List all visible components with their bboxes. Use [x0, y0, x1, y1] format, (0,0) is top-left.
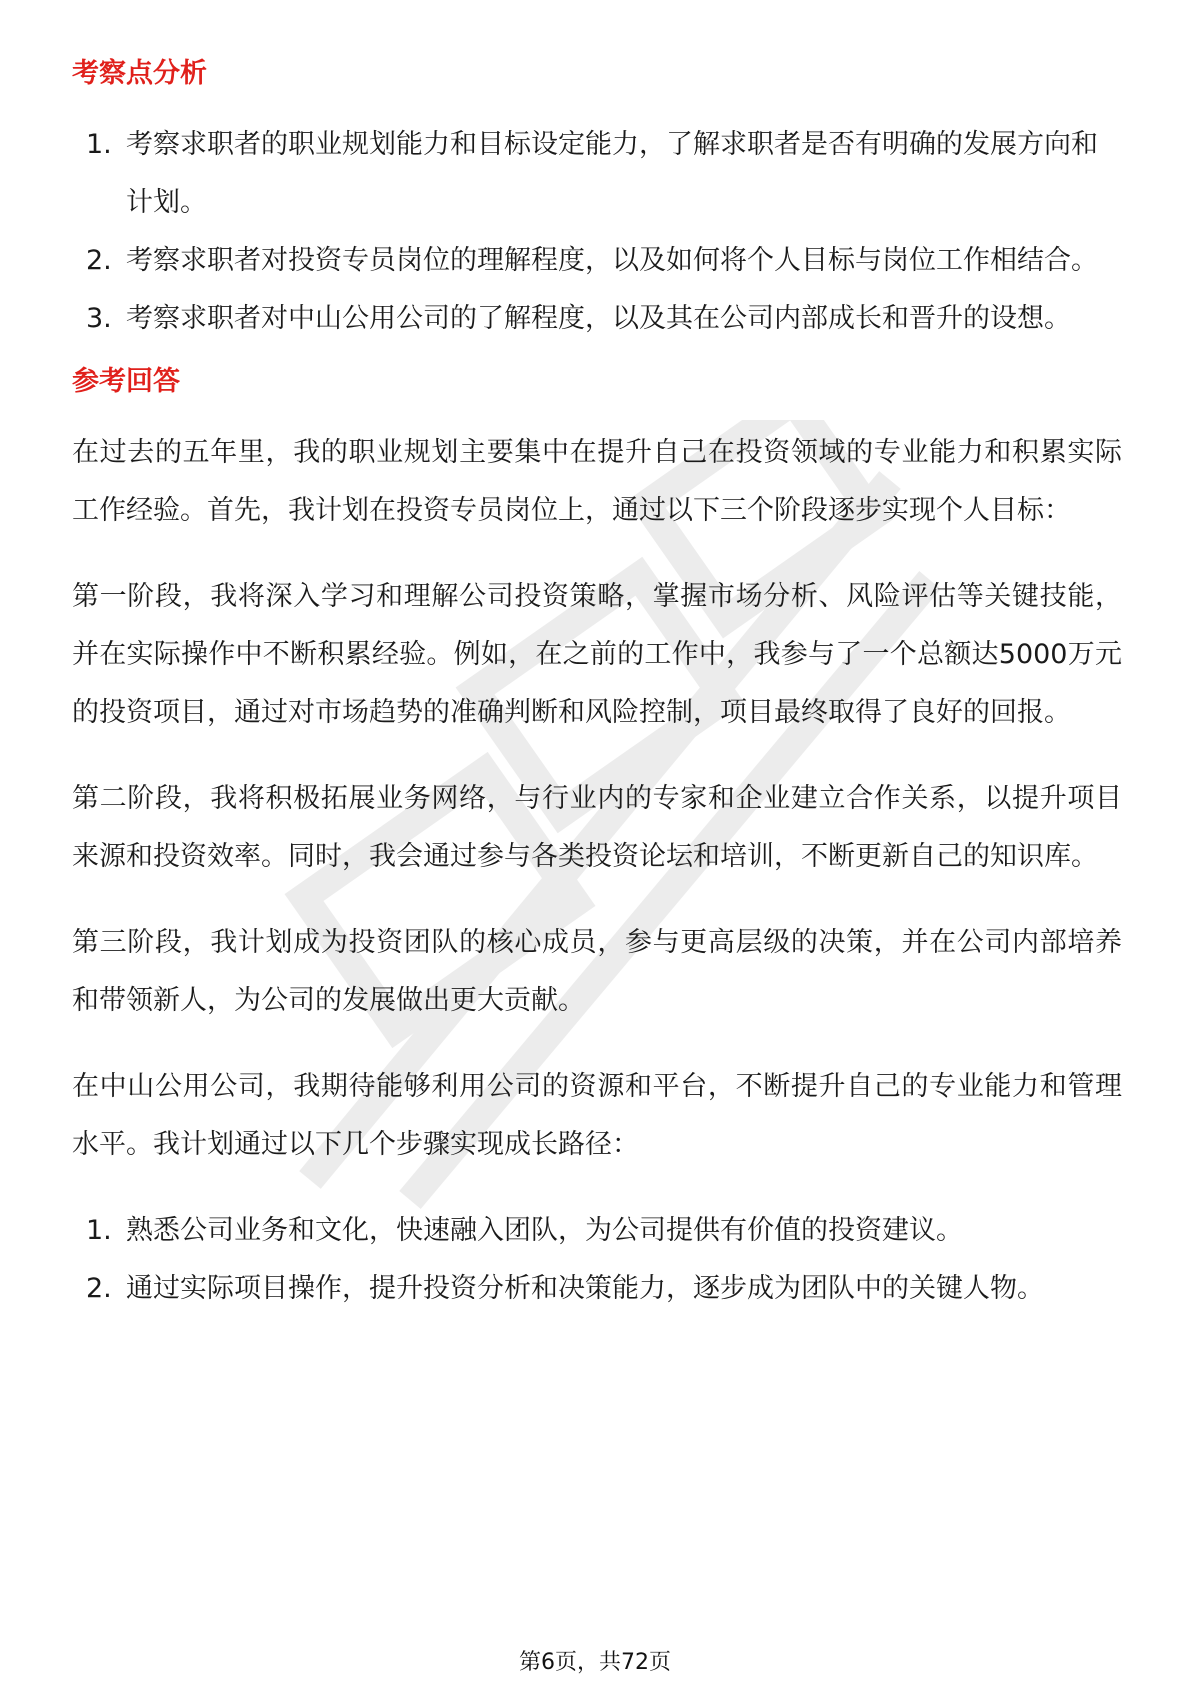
list-item-number: 3. — [86, 303, 112, 334]
list-item-text: 考察求职者的职业规划能力和目标设定能力，了解求职者是否有明确的发展方向和计划。 — [126, 129, 1098, 218]
answer-paragraph: 第一阶段，我将深入学习和理解公司投资策略，掌握市场分析、风险评估等关键技能，并在实际操作中不断积累经验。例如，在之前的工作中，我参与了一个总额达5000万元的投资项目，通过对市场趋势的准确判断和风险控制，项目最终取得了良好的回报。 — [72, 581, 1122, 728]
page-footer: 第6页，共72页 — [519, 1650, 671, 1675]
section-title-answer: 参考回答 — [72, 366, 180, 397]
answer-paragraph: 在过去的五年里，我的职业规划主要集中在提升自己在投资领域的专业能力和积累实际工作经验。首先，我计划在投资专员岗位上，通过以下三个阶段逐步实现个人目标： — [72, 437, 1122, 526]
document-page — [72, 40, 1122, 1326]
list-item — [72, 1260, 1122, 1318]
list-item — [72, 116, 1122, 232]
list-item-text: 考察求职者对投资专员岗位的理解程度，以及如何将个人目标与岗位工作相结合。 — [126, 245, 1098, 276]
list-item-text: 熟悉公司业务和文化，快速融入团队，为公司提供有价值的投资建议。 — [126, 1215, 963, 1246]
list-item-number: 2. — [86, 1273, 112, 1304]
list-item-text: 通过实际项目操作，提升投资分析和决策能力，逐步成为团队中的关键人物。 — [126, 1273, 1044, 1304]
list-item — [72, 1202, 1122, 1260]
list-item — [72, 290, 1122, 348]
section-title-analysis: 考察点分析 — [72, 58, 207, 89]
list-item-number: 1. — [86, 129, 112, 160]
answer-paragraph: 第三阶段，我计划成为投资团队的核心成员，参与更高层级的决策，并在公司内部培养和带领新人，为公司的发展做出更大贡献。 — [72, 927, 1122, 1016]
answer-paragraph: 第二阶段，我将积极拓展业务网络，与行业内的专家和企业建立合作关系，以提升项目来源和投资效率。同时，我会通过参与各类投资论坛和培训，不断更新自己的知识库。 — [72, 783, 1122, 872]
list-item-text: 考察求职者对中山公用公司的了解程度，以及其在公司内部成长和晋升的设想。 — [126, 303, 1071, 334]
list-item-number: 1. — [86, 1215, 112, 1246]
list-item — [72, 232, 1122, 290]
answer-paragraph: 在中山公用公司，我期待能够利用公司的资源和平台，不断提升自己的专业能力和管理水平。我计划通过以下几个步骤实现成长路径： — [72, 1071, 1122, 1160]
analysis-list — [72, 116, 1122, 348]
list-item-number: 2. — [86, 245, 112, 276]
steps-list — [72, 1202, 1122, 1318]
